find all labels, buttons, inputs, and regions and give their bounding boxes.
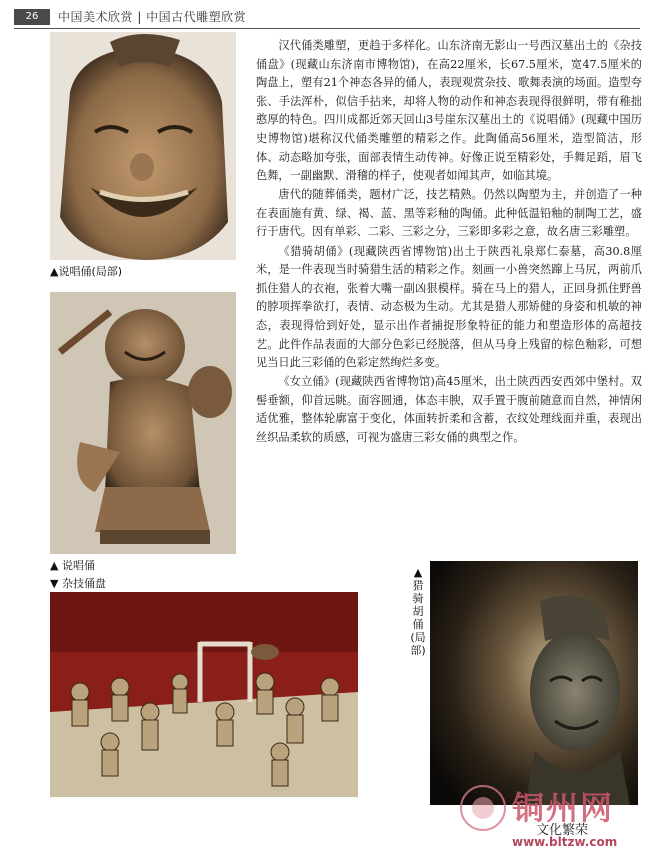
paragraph-hunter-figurine: 《猎骑胡俑》(现藏陕西省博物馆)出土于陕西礼泉郑仁泰墓，高30.8厘米，是一件表现当时骑猎生活的精彩之作。刻画一小兽突然蹿上马尻，两前爪抓住猎人的衣袍，张着大嘴一副凶狠模样。骑在马上的猎人，正回身抓住野兽的脖项挥拳欲打，表情、动态极为生动。尤其是猎人那矫健的身姿和机敏的神态，表现得恰到好处，显示出作者捕捉形象特征的能力和塑造形体的高超技艺。此件作品表面的大部分色彩已经脱落，但从马身上残留的棕色釉彩，可想见当日此三彩俑的色彩定然绚烂多变。 bbox=[256, 244, 642, 370]
header-divider bbox=[14, 28, 640, 29]
page-number: 26 bbox=[14, 9, 50, 25]
paragraph-standing-woman: 《女立俑》(现藏陕西省博物馆)高45厘米，出土陕西西安西郊中堡村。双髻垂额，仰首远眺。面容圆通，体态丰腴，双手置于腹前随意而自然，神情闲适优雅，整体轮廓富于变化，体面转折柔和含蓄，衣纹处理线面并重，表现出丝织品柔软的质感，可视为盛唐三彩女俑的典型之作。 bbox=[256, 375, 642, 444]
caption-storyteller: ▲ 说唱俑 bbox=[50, 559, 95, 572]
caption-hunter-detail: ▲猎骑胡俑(局部) bbox=[410, 566, 426, 657]
caption-acrobat-tray: ▼ 杂技俑盘 bbox=[50, 577, 106, 590]
watermark-slogan: 文化繁荣 bbox=[536, 823, 589, 838]
watermark-url: www.bltzw.com bbox=[512, 835, 618, 849]
storyteller-figurine-photo bbox=[50, 292, 236, 554]
storyteller-figurine-detail-photo bbox=[50, 32, 236, 260]
watermark-brand: 铜州网 bbox=[512, 789, 615, 827]
running-title: 中国美术欣赏 | 中国古代雕塑欣赏 bbox=[58, 10, 247, 24]
hunter-figurine-detail-photo bbox=[430, 561, 638, 805]
paragraph-han-figurines: 汉代俑类雕塑，更趋于多样化。山东济南无影山一号西汉墓出土的《杂技俑盘》(现藏山东济南市博物馆)，在高22厘米，长67.5厘米，宽47.5厘米的陶盘上，塑有21个神态各异的俑人，表现观赏杂技、歌舞表演的场面。造型夸张、手法浑朴，似信手拈来，却将人物的动作和神态表现得很鲜明，带有稚拙憨厚的特色。四川成都近郊天回山3号崖东汉墓出土的《说唱俑》(现藏中国历史博物馆)堪称汉代俑类雕塑的精彩之作。此陶俑高56厘米，造型简洁，形体、动态略加夸张，面部表情生动传神。好像正说至精彩处，手舞足蹈，眉飞色舞，一副幽默、滑稽的样子，使观者如闻其声，如临其境。 bbox=[256, 39, 642, 183]
paragraph-tang-figurines: 唐代的随葬俑类，题材广泛，技艺精熟。仍然以陶塑为主，并创造了一种在表面施有黄、绿、褐、蓝、黑等彩釉的陶俑。此种低温铅釉的制陶工艺，盛行于唐代。因有单彩、二彩、三彩之分，三彩即多彩之意，故名唐三彩雕塑。 bbox=[256, 188, 642, 239]
site-watermark bbox=[450, 781, 648, 851]
caption-storyteller-detail: ▲说唱俑(局部) bbox=[50, 265, 123, 278]
page-header bbox=[0, 8, 650, 26]
acrobat-figurine-tray-photo bbox=[50, 592, 358, 797]
article-body bbox=[256, 37, 642, 448]
watermark-seal-icon bbox=[460, 785, 506, 831]
